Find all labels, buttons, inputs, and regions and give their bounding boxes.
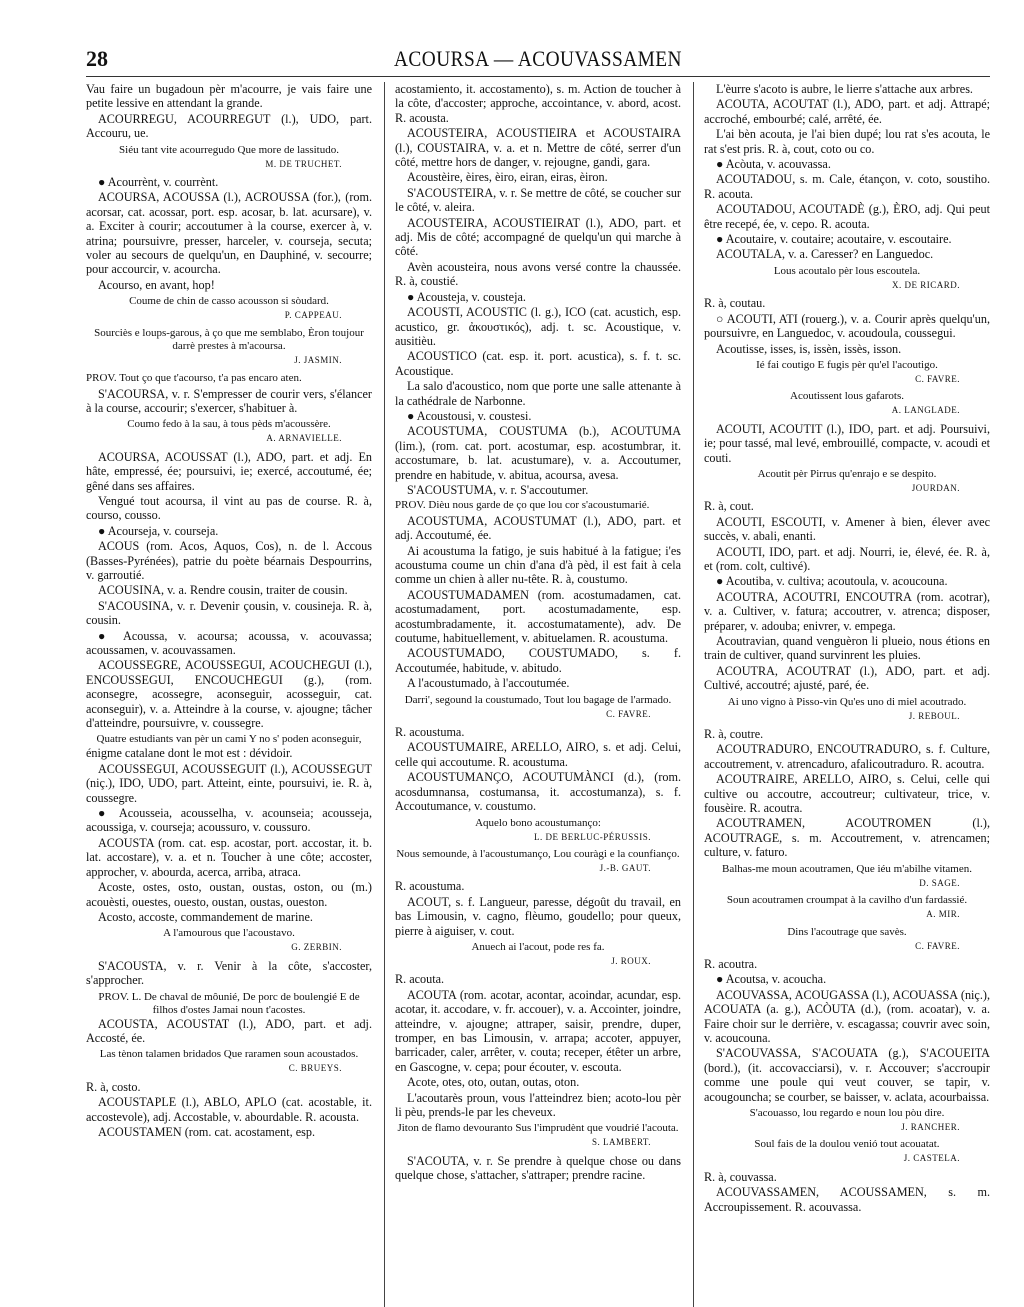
entry-paragraph: ACOUT, s. f. Langueur, paresse, dégoût du travail, en bas Limousin, v. cagno, flèumo, goudello; pour queux, pierre à aiguiser, v. cout. <box>395 894 681 938</box>
entry-paragraph: ACOUSTI, ACOUSTIC (l. g.), ICO (cat. acustich, esp. acustico, gr. ἀκουστικός), adj. t. sc. Acoustique, v. ausitièu. <box>395 305 681 348</box>
entry-paragraph: Acoutisse, isses, is, issèn, issès, isson. <box>716 341 902 356</box>
entry-paragraph: ACOUSTUMADO, COUSTUMADO, s. f. Accoutumée, habitude, v. abitudo. <box>395 646 681 675</box>
quotation: Anuech ai l'acout, pode res fa. <box>471 940 605 953</box>
entry-paragraph: R. à, cout. <box>704 499 754 514</box>
entry-paragraph: ACOUTADOU, s. m. Cale, étançon, v. coto, soustiho. R. acouta. <box>704 172 990 201</box>
entry-paragraph: L'acoutarès proun, vous l'atteindrez bien; acoto-lou pèr li pèu, prends-le par les cheveux. <box>395 1090 681 1119</box>
entry-paragraph: ● Acoussa, v. acoursa; acoussa, v. acouvassa; acoussamen, v. acouvassamen. <box>86 628 372 657</box>
entry-paragraph: ACOUTADOU, ACOUTADÈ (g.), ÈRO, adj. Qui peut être recepé, ée, v. cepo. R. acouta. <box>704 202 990 231</box>
entry-paragraph: énigme catalane dont le mot est : dévidoir. <box>86 746 293 761</box>
entry-paragraph: ACOUTALA, v. a. Caresser? en Languedoc. <box>716 247 934 262</box>
quotation: PROV. L. De chaval de môunié, De porc de boulengié E de filhos d'ostes Jamai noun t'acostes. <box>98 990 360 1016</box>
entry-paragraph: ACOUSTUMANÇO, ACOUTUMÀNCI (d.), (rom. acosdumnansa, costumansa, it. accostumanza), s. f. Accoutumance, v. coustumo. <box>395 770 681 814</box>
entry-paragraph: Acote, otes, oto, outan, outas, oton. <box>407 1075 580 1090</box>
entry-paragraph: S'ACOUVASSA, S'ACOUATA (g.), S'ACOUEITA (bord.), (it. accovacciarsi), v. r. Accouver; s'accroupir comme une poule qui veut couver, se tapir, v. acougouncha; se courber, se baisser, v. aclata, acourbaissa. <box>704 1046 990 1104</box>
column-2 <box>384 82 681 1307</box>
entry-paragraph: S'ACOUTA, v. r. Se prendre à quelque chose ou dans quelque chose, s'attacher, s'attraper; prendre racine. <box>395 1153 681 1183</box>
quotation: Quatre estudiants van pèr un cami Y no s' poden aconseguir, <box>96 733 362 746</box>
entry-paragraph: ● Acousteja, v. cousteja. <box>407 289 526 304</box>
quote-author: L. DE BERLUC-PÉRUSSIS. <box>533 831 651 842</box>
entry-paragraph: ● Acourrènt, v. courrènt. <box>98 175 219 190</box>
entry-paragraph: ACOUSTUMAIRE, ARELLO, AIRO, s. et adj. Celui, celle qui accoutume. R. acoustuma. <box>395 740 681 769</box>
entry-paragraph: ● Acoutsa, v. acoucha. <box>716 972 827 987</box>
quote-author: P. CAPPEAU. <box>284 310 342 321</box>
entry-paragraph: Ai acoustuma la fatigo, je suis habitué à la fatigue; i'es acoustuma coume un chin d'ana d'à pèd, il est fait à cela comme un chien à aller nu-tête. R. à, coustumo. <box>395 543 681 587</box>
entry-paragraph: S'ACOUSTA, v. r. Venir à la côte, s'accoster, s'approcher. <box>86 958 372 988</box>
header-rule <box>86 76 990 77</box>
entry-paragraph: ACOUTA (rom. acotar, acontar, acoindar, acundar, esp. acotar, it. accodare, v. fr. accouer), v. a. Accointer, joindre, atteindre, v. ajougne; attraper, saisir, prendre, duper, tromper, en bas Limousin, v. arrapa; accoter, appuyer, barricader, caler, arrêter, v. couta; receper, étêter un arbre, en Gascogne, v. cepa; pour écouter, v. escouta. <box>395 987 681 1074</box>
entry-paragraph: ACOUTRADURO, ENCOUTRADURO, s. f. Culture, accoutrement, v. atrencaduro, afalicoutraduro. R. acoutra. <box>704 742 990 771</box>
entry-paragraph: La salo d'acoustico, nom que porte une salle attenante à la cathédrale de Narbonne. <box>395 379 681 408</box>
entry-paragraph: ACOURREGU, ACOURREGUT (l.), UDO, part. Accouru, ue. <box>86 111 372 141</box>
entry-paragraph: ACOUTI, IDO, part. et adj. Nourri, ie, élevé, ée. R. à, et (rom. colt, cultivé). <box>704 544 990 573</box>
entry-paragraph: ACOUSTICO (cat. esp. it. port. acustica), s. f. t. sc. Acoustique. <box>395 349 681 378</box>
entry-paragraph: Acosto, accoste, commandement de marine. <box>98 909 313 924</box>
quotation: Aquelo bono acoustumanço: <box>475 816 601 829</box>
quote-author: C. BRUEYS. <box>288 1063 342 1074</box>
entry-paragraph: ACOUSTAMEN (rom. cat. acostament, esp. <box>98 1124 315 1139</box>
entry-paragraph: ACOUSINA, v. a. Rendre cousin, traiter de cousin. <box>98 583 348 598</box>
entry-paragraph: ● Acoustousi, v. coustesi. <box>407 408 532 423</box>
entry-paragraph: ACOUTI, ACOUTIT (l.), IDO, part. et adj. Poursuivi, ie; pour tassé, mal levé, embrouillé, compacte, v. acoudi et couti. <box>704 421 990 465</box>
entry-paragraph: R. à, coutau. <box>704 296 766 311</box>
quotation: Coumo fedo à la sau, à tous pèds m'acoussère. <box>127 418 331 431</box>
quote-author: J. RANCHER. <box>901 1121 960 1132</box>
entry-paragraph: ACOUTA, ACOUTAT (l.), ADO, part. et adj. Attrapé; accroché, embourbé; calé, arrêté, ée. <box>704 97 990 126</box>
quotation: Soul fais de la doulou venió tout acouatat. <box>754 1138 940 1151</box>
quote-author: C. FAVRE. <box>915 940 960 951</box>
column-1 <box>86 82 372 1307</box>
entry-paragraph: ACOUTI, ESCOUTI, v. Amener à bien, élever avec succès, v. abali, enanti. <box>704 514 990 544</box>
entry-paragraph: Avèn acousteira, nous avons versé contre la chaussée. R. à, coustié. <box>395 259 681 289</box>
quote-author: A. MIR. <box>926 909 960 920</box>
entry-paragraph: ● Acousseia, acousselha, v. acounseia; acousseja, acoussiga, v. courseja; acoussuro, v. coussuro. <box>86 806 372 835</box>
entry-paragraph: R. acoutra. <box>704 956 758 971</box>
quotation: Ié fai coutigo E fugis pèr qu'el l'acoutigo. <box>756 358 938 371</box>
entry-paragraph: Acourso, en avant, hop! <box>98 277 215 292</box>
entry-paragraph: ACOUVASSAMEN, ACOUSSAMEN, s. m. Accroupissement. R. acouvassa. <box>704 1185 990 1214</box>
entry-paragraph: S'ACOUSTEIRA, v. r. Se mettre de côté, se coucher sur le côté, v. aleira. <box>395 185 681 215</box>
entry-paragraph: ACOUTRA, ACOUTRI, ENCOUTRA (rom. acotrar), v. a. Cultiver, v. fatura; accoutrer, v. atrenca; disposer, préparer, v. adouba; enivrer, v. empega. <box>704 589 990 633</box>
entry-paragraph: PROV. Dièu nous garde de ço que lou cor s'acoustumarié. <box>395 499 650 512</box>
quotation: Sourciès e loups-garous, à ço que me semblabo, Èron toujour darrè prestes à m'acoursa. <box>94 326 364 352</box>
quote-author: J. ROUX. <box>611 955 651 966</box>
entry-paragraph: A l'acoustumado, à l'accoutumée. <box>407 676 570 691</box>
quote-author: C. FAVRE. <box>915 373 960 384</box>
entry-paragraph: ● Acoutaire, v. coutaire; acoutaire, v. escoutaire. <box>716 232 952 247</box>
entry-paragraph: PROV. Tout ço que t'acourso, t'a pas encaro aten. <box>86 372 302 385</box>
quote-author: A. LANGLADE. <box>891 405 960 416</box>
entry-paragraph: ACOUSTA (rom. cat. esp. acostar, port. accostar, it. b. lat. accostare), v. a. et n. Toucher à une côte; accoster, approcher, v. abourda, acerca, arriba, atraca. <box>86 835 372 879</box>
column-3 <box>693 82 990 1307</box>
quotation: Balhas-me moun acoutramen, Que iéu m'abilhe vitamen. <box>721 862 972 875</box>
quote-author: M. DE TRUCHET. <box>265 158 342 169</box>
entry-paragraph: ACOUS (rom. Acos, Aquos, Cos), n. de l. Accous (Basses-Pyrénées), patrie du poète béarnais Despourrins, v. garroutié. <box>86 539 372 582</box>
entry-paragraph: ACOUTRA, ACOUTRAT (l.), ADO, part. et adj. Cultivé, accoutré; ajusté, paré, ée. <box>704 663 990 693</box>
entry-paragraph: ACOUSTUMA, ACOUSTUMAT (l.), ADO, part. et adj. Accoutumé, ée. <box>395 513 681 543</box>
entry-paragraph: L'ai bèn acouta, je l'ai bien dupé; lou rat s'es acouta, le rat s'est pris. R. à, cout, coto ou co. <box>704 127 990 156</box>
entry-paragraph: S'ACOUSTUMA, v. r. S'accoutumer. <box>407 482 589 497</box>
quote-author: G. ZERBIN. <box>291 942 342 953</box>
quotation: Lous acoutalo pèr lous escoutela. <box>773 264 921 277</box>
entry-paragraph: Acoutravian, quand venguèron li plueio, nous étions en train de cultiver, quand survinrent les pluies. <box>704 634 990 663</box>
quote-author: J. CASTELA. <box>903 1153 960 1164</box>
entry-paragraph: ACOUSTEIRA, ACOUSTIEIRA et ACOUSTAIRA (l.), COUSTAIRA, v. a. et n. Mettre de côté, serrer d'un côté, mettre hors de danger, v. rejougne, gandi, gara. <box>395 126 681 170</box>
quotation: Siéu tant vite acourregudo Que more de lassitudo. <box>119 143 339 156</box>
entry-paragraph: R. à, coutre. <box>704 727 764 742</box>
quotation: Ai uno vigno à Pisso-vin Qu'es uno di miel acoutrado. <box>727 695 967 708</box>
entry-paragraph: S'ACOUSINA, v. r. Devenir çousin, v. cousineja. R. à, cousin. <box>86 598 372 628</box>
quotation: S'acouasso, lou regardo e noun lou pòu dire. <box>749 1106 945 1119</box>
entry-paragraph: ACOUSTEIRA, ACOUSTIEIRAT (l.), ADO, part. et adj. Mis de côté; accompagné de quelqu'un qui marche à côté. <box>395 215 681 259</box>
quote-author: A. ARNAVIELLE. <box>266 433 342 444</box>
entry-paragraph: ACOURSA, ACOUSSA (l.), ACROUSSA (for.), (rom. acorsar, cat. acossar, port. esp. acosar, b. lat. acursare), v. a. Exciter à courir; accoutumer à la course, exercer à, v. atrina; poursuivre, presser, harceler, v. courseja, secuta; voler au secours de quelqu'un, en Dauphiné, v. secourre; pour accourcir, v. acourcha. <box>86 190 372 277</box>
quotation: Coume de chin de casso acousson si sòudard. <box>129 295 329 308</box>
entry-paragraph: ACOUVASSA, ACOUGASSA (l.), ACOUASSA (niç.), ACOUATA (a. g.), ACÒUTA (d.), (rom. acoatar), v. a. Faire choir sur le derrière, v. escagassa; couvrir avec soin, v. acoucouna. <box>704 987 990 1045</box>
entry-paragraph: ● Acoutiba, v. cultiva; acoutoula, v. acoucouna. <box>716 574 948 589</box>
quote-author: J.-B. GAUT. <box>599 862 651 873</box>
quote-author: J. JASMIN. <box>294 354 342 365</box>
quote-author: J. REBOUL. <box>908 710 960 721</box>
entry-paragraph: ACOUSSEGUI, ACOUSSEGUIT (l.), ACOUSSEGUT (niç.), IDO, UDO, part. Atteint, einte, poursuivi, ie. R. à, coussegre. <box>86 761 372 805</box>
entry-paragraph: R. à, costo. <box>86 1079 141 1094</box>
quote-author: C. FAVRE. <box>606 708 651 719</box>
entry-paragraph: ACOUSTA, ACOUSTAT (l.), ADO, part. et adj. Accosté, ée. <box>86 1016 372 1045</box>
quotation: Dins l'acoutrage que savès. <box>787 925 907 938</box>
entry-paragraph: R. à, couvassa. <box>704 1169 777 1184</box>
entry-paragraph: ● Acourseja, v. courseja. <box>98 523 219 538</box>
quotation: Acoutit pèr Pirrus qu'enrajo e se despito. <box>757 467 937 480</box>
entry-paragraph: ACOUSTUMA, COUSTUMA (b.), ACOUTUMA (lim.), (rom. cat. port. acostumar, esp. acostumbrar, it. accostumare, b. lat. acustumare), v. a. Accoutumer, prendre en habitude, v. abitua, acoursa, avesa. <box>395 424 681 482</box>
entry-paragraph: ACOUSTUMADAMEN (rom. acostumadamen, cat. acostumadament, port. acostumadamente, esp. acostumbradamente, it. accostumatamente), adv. De coutume, habituellement, v. abituelamen. R. acoustuma. <box>395 587 681 646</box>
quote-author: X. DE RICARD. <box>891 279 960 290</box>
quote-author: S. LAMBERT. <box>591 1137 651 1148</box>
entry-paragraph: Acoste, ostes, osto, oustan, oustas, oston, ou (m.) acouèsti, ouestes, ouesto, oustan, oustas, oueston. <box>86 880 372 909</box>
entry-paragraph: Vengué tout acoursa, il vint au pas de course. R. à, courso, cousso. <box>86 493 372 523</box>
entry-paragraph: S'ACOURSA, v. r. S'empresser de courir vers, s'élancer à la course, accourir; s'exercer, s'habituer à. <box>86 386 372 415</box>
running-title: ACOURSA — ACOUVASSAMEN <box>394 46 682 71</box>
entry-paragraph: ACOURSA, ACOUSSAT (l.), ADO, part. et adj. En hâte, empressé, ée; poursuivi, ie; exercé, accoutumé, ée; gêné dans ses affaires. <box>86 449 372 493</box>
entry-paragraph: R. acoustuma. <box>395 879 465 894</box>
entry-paragraph: ○ ACOUTI, ATI (rouerg.), v. a. Courir après quelqu'un, poursuivre, en Languedoc, v. acoudoula, coussegui. <box>704 311 990 341</box>
entry-paragraph: Vau faire un bugadoun pèr m'acourre, je vais faire une petite lessive en attendant la grande. <box>86 82 372 111</box>
entry-paragraph: ● Acòuta, v. acouvassa. <box>716 157 831 172</box>
entry-paragraph: ACOUSSEGRE, ACOUSSEGUI, ACOUCHEGUI (l.), ENCOUSSEGUI, ENCOUCHEGUI (g.), (rom. aconsegre, acossegre, aconseguir, acosseguir, cat. aconseguir), v. a. Atteindre à la course, v. ajougne; tâcher d'atteindre, poursuivre, v. coussegre. <box>86 658 372 731</box>
page-number: 28 <box>86 46 108 71</box>
quotation: Acoutissent lous gafarots. <box>790 390 904 403</box>
page-header <box>86 40 990 82</box>
quotation: Jiton de flamo devouranto Sus l'imprudènt que voudrié l'acouta. <box>397 1122 679 1135</box>
quotation: Nous semounde, à l'acoustumanço, Lou couràgi e la counfianço. <box>396 847 680 860</box>
quotation: Las tènon talamen bridados Que raramen soun acoustados. <box>99 1048 359 1061</box>
quote-author: D. SAGE. <box>919 877 960 888</box>
quotation: Darri', segound la coustumado, Tout lou bagage de l'armado. <box>404 693 672 706</box>
quote-author: JOURDAN. <box>911 482 960 493</box>
columns <box>86 82 990 1307</box>
quotation: A l'amourous que l'acoustavo. <box>163 927 295 940</box>
entry-paragraph: ACOUTRAMEN, ACOUTROMEN (l.), ACOUTRAGE, s. m. Accoutrement, v. atrencamen; culture, v. faturo. <box>704 816 990 860</box>
entry-paragraph: R. acouta. <box>395 972 445 987</box>
entry-paragraph: ACOUTRAIRE, ARELLO, AIRO, s. Celui, celle qui cultive ou accoutre, accoutreur; cultivateur, trice, v. fousèire. R. acoutra. <box>704 772 990 816</box>
entry-paragraph: R. acoustuma. <box>395 725 465 740</box>
entry-paragraph: L'èurre s'acoto is aubre, le lierre s'attache aux arbres. <box>716 82 973 96</box>
entry-paragraph: ACOUSTAPLE (l.), ABLO, APLO (cat. acostable, it. accostevole), adj. Accostable, v. abourdable. R. acousta. <box>86 1095 372 1124</box>
entry-paragraph: acostamiento, it. accostamento), s. m. Action de toucher à la côte, d'accoster; approche, accointance, v. abord, acost. R. acousta. <box>395 82 681 125</box>
entry-paragraph: Acoustèire, èires, èiro, eiran, eiras, èiron. <box>407 170 608 185</box>
quotation: Soun acoutramen croumpat à la cavilho d'un fardassié. <box>726 894 968 907</box>
